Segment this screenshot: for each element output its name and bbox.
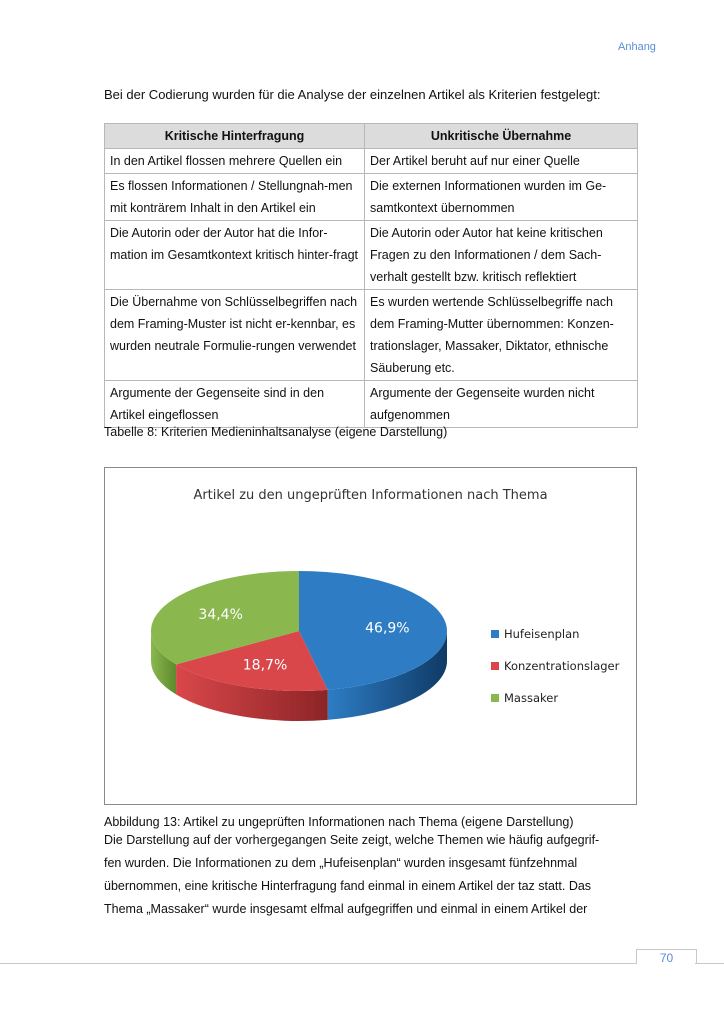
body-line: übernommen, eine kritische Hinterfragung fand einmal in einem Artikel der taz statt. Das [104, 879, 592, 893]
table-caption: Tabelle 8: Kriterien Medieninhaltsanalyse (eigene Darstellung) [104, 425, 448, 439]
table-row [105, 221, 638, 290]
legend-label: Hufeisenplan [504, 627, 580, 641]
critical-cell: Die Autorin oder der Autor hat die Infor-mation im Gesamtkontext kritisch hinter-fragt [105, 221, 365, 290]
data-label: 46,9% [365, 620, 410, 637]
legend-label: Massaker [504, 691, 559, 705]
table-row [105, 174, 638, 221]
column-header: Unkritische Übernahme [365, 124, 638, 149]
body-line: fen wurden. Die Informationen zu dem „Hufeisenplan“ wurden insgesamt fünfzehnmal [104, 856, 578, 870]
legend-item [491, 682, 619, 714]
footer-divider [695, 963, 724, 964]
data-label: 34,4% [198, 607, 243, 624]
table-row [105, 149, 638, 174]
uncritical-cell: Argumente der Gegenseite wurden nicht aufgenommen [365, 381, 638, 428]
uncritical-cell: Die Autorin oder Autor hat keine kritischen Fragen zu den Informationen / dem Sach-verhalt gestellt bzw. kritisch reflektiert [365, 221, 638, 290]
uncritical-cell: Es wurden wertende Schlüsselbegriffe nach dem Framing-Mutter übernommen: Konzen-trationslager, Massaker, Diktator, ethnische Säuberung etc. [365, 290, 638, 381]
legend-label: Konzentrationslager [504, 659, 620, 673]
legend-item [491, 650, 619, 682]
uncritical-cell: Die externen Informationen wurden im Ge-samtkontext übernommen [365, 174, 638, 221]
body-line: Die Darstellung auf der vorhergegangen Seite zeigt, welche Themen wie häufig aufgegrif- [104, 833, 600, 847]
intro-text: Bei der Codierung wurden für die Analyse der einzelnen Artikel als Kriterien festgelegt: [104, 87, 601, 102]
body-paragraph [104, 829, 640, 921]
legend-swatch [491, 694, 499, 702]
figure-caption: Abbildung 13: Artikel zu ungeprüften Informationen nach Thema (eigene Darstellung) [104, 815, 574, 829]
table-header-row [105, 124, 638, 149]
critical-cell: Argumente der Gegenseite sind in den Artikel eingeflossen [105, 381, 365, 428]
table-row [105, 381, 638, 428]
legend-item [491, 618, 619, 650]
legend-swatch [491, 630, 499, 638]
section-label: Anhang [618, 41, 656, 53]
column-header: Kritische Hinterfragung [105, 124, 365, 149]
chart-title: Artikel zu den ungeprüften Informationen nach Thema [193, 488, 548, 503]
page-number: 70 [636, 949, 697, 964]
body-line: Thema „Massaker“ wurde insgesamt elfmal aufgegriffen und einmal in einem Artikel der [104, 902, 588, 916]
uncritical-cell: Der Artikel beruht auf nur einer Quelle [365, 149, 638, 174]
legend-swatch [491, 662, 499, 670]
criteria-table [104, 123, 638, 428]
footer-divider [0, 963, 636, 964]
table-row [105, 290, 638, 381]
chart-legend [491, 618, 619, 714]
critical-cell: Die Übernahme von Schlüsselbegriffen nach dem Framing-Muster ist nicht er-kennbar, es wurden neutrale Formulie-rungen verwendet [105, 290, 365, 381]
pie-chart [104, 467, 637, 805]
critical-cell: Es flossen Informationen / Stellungnah-men mit konträrem Inhalt in den Artikel ein [105, 174, 365, 221]
data-label: 18,7% [242, 657, 288, 674]
critical-cell: In den Artikel flossen mehrere Quellen ein [105, 149, 365, 174]
